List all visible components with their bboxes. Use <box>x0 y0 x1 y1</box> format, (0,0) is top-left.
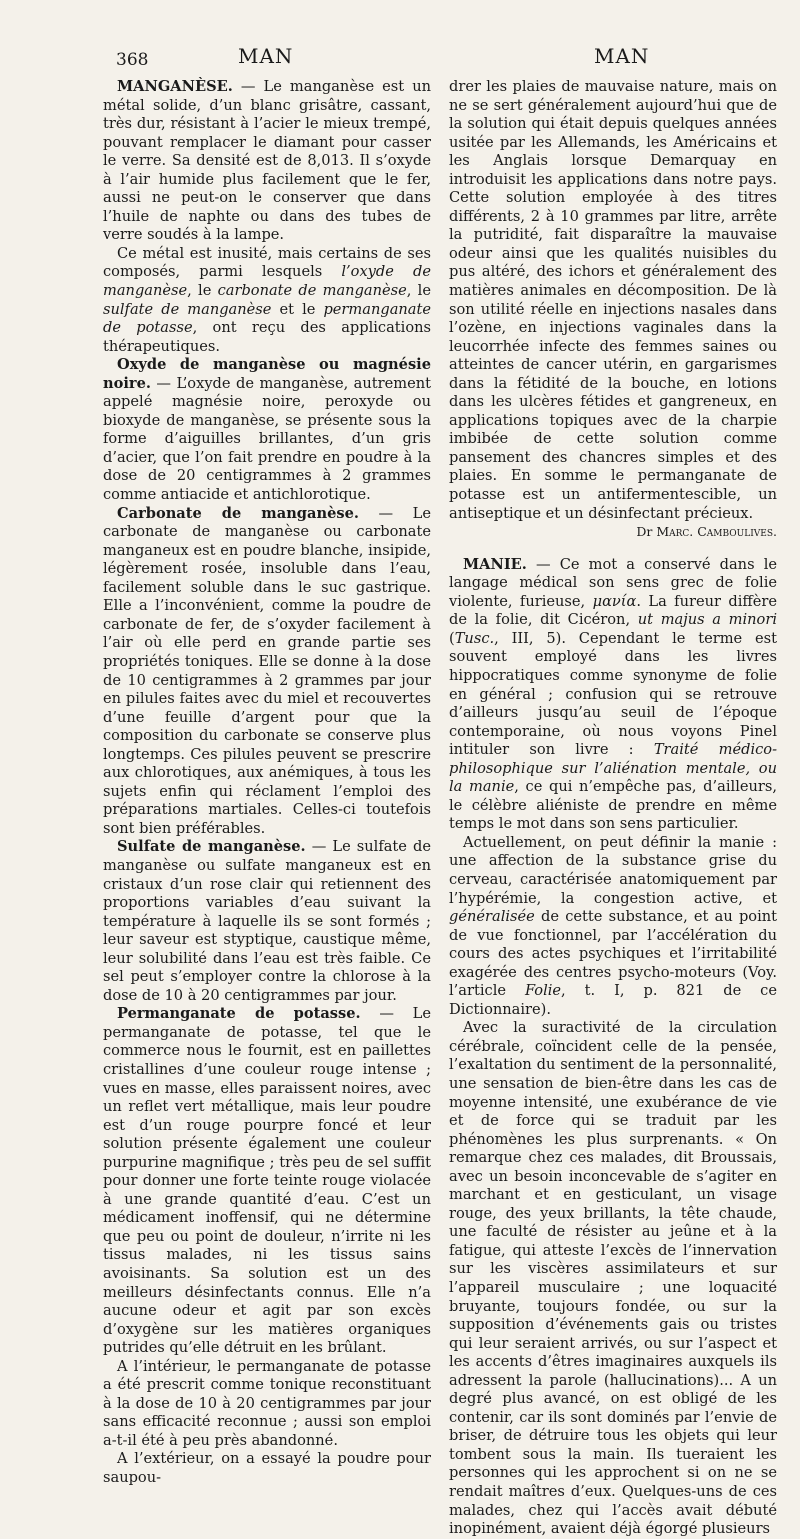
entry-sulfate <box>103 838 431 1005</box>
citation-tusc: Tusc. <box>454 629 495 647</box>
greek-word: μανία <box>592 592 637 610</box>
subheading-permanganate: Permanganate de potasse. <box>117 1005 361 1023</box>
right-column <box>449 78 777 1539</box>
suractivite-paragraph: Avec la suractivité de la circulation cérébrale, coïncident celle de la pensée, l’exaltation du sentiment de la personnalité, une sensation de bien-être dans les cas de moyenne intensité, une exubérance de vie et de force qui se traduit par les phénomènes les plus surprenants. « On remarque chez ces malades, dit Broussais, avec un besoin inconcevable de s’agiter en marchant et en gesticulant, un visage rouge, des yeux brillants, la tête chaude, une faculté de résister au jeûne et à la fatigue, qui atteste l’excès de l’innervation sur les viscères assimilateurs et sur l’appareil musculaire ; une loquacité bruyante, toujours fondée, ou sur la supposition d’événements gais ou tristes qui leur seraient arrivés, ou sur l’aspect et les accents d’êtres imaginaires auxquels ils adressent la parole (hallucinations)... A un degré plus avancé, on est obligé de les contenir, car ils sont dominés par l’envie de briser, de détruire tous les objets qui leur tombent sous la main. Ils tueraient les personnes qui les approchent si on ne se rendait maîtres d’eux. Quelques-uns de ces malades, chez qui l’accès avait débuté inopinément, avaient déjà égorgé plusieurs <box>449 1019 777 1538</box>
entry-manganese <box>103 78 431 245</box>
signature-name: Marc. Camboulives. <box>656 524 777 540</box>
running-head-left: MAN <box>238 44 294 68</box>
manie-text: , III, 5). Cependant le terme est souvent employé dans les livres hippocratiques comme synonyme de folie en général ; confusion qui se retrouve d’ailleurs jusqu’au seuil de l’époque contemporaine, où nous voyons Pinel intituler son livre : <box>449 629 777 759</box>
entry-permanganate <box>103 1005 431 1357</box>
page-header <box>0 40 800 70</box>
definition-paragraph <box>449 834 777 1019</box>
definition-text: de cette substance, et au point de vue fonctionnel, par l’accélération du cours des actes psychiques et l’irritabilité exagérée des centres psycho-moteurs (Voy. l’article <box>449 908 777 1000</box>
compounds-text: , le <box>187 282 218 300</box>
author-signature <box>449 523 777 542</box>
manie-text: , ce qui n’empêche pas, d’ailleurs, le célèbre aliéniste de prendre en même temps le mot dans son sens particulier. <box>449 778 777 833</box>
compound-carbonate: carbonate de manganèse <box>217 282 407 300</box>
subheading-carbonate: Carbonate de manganèse. <box>117 504 359 522</box>
subheading-oxyde: Oxyde de manganèse ou magnésie noire. <box>103 356 431 392</box>
article-ref-folie: Folie <box>524 982 562 1000</box>
exterior-use-paragraph: A l’extérieur, on a essayé la poudre pour saupou- <box>103 1450 431 1487</box>
compound-permanganate: permanganate de potasse <box>103 300 431 337</box>
entry-oxyde <box>103 356 431 504</box>
latin-quote: ut majus a minori <box>637 611 777 629</box>
book-title-pinel: Traité médico-philosophique sur l’aliénation mentale, ou la manie <box>449 741 778 796</box>
compounds-text: et le <box>271 300 324 318</box>
compounds-text: , ont reçu des applications thérapeutiques. <box>103 319 431 355</box>
headword-manie: MANIE. <box>463 555 527 573</box>
sulfate-text: — Le sulfate de manganèse ou sulfate manganeux est en cristaux d’un rose clair qui retiennent des proportions variables d’eau suivant la température à laquelle ils se sont formés ; leur saveur est styptique, caustique même, leur solubilité dans l’eau est très faible. Ce sel peut s’employer contre la chlorose à la dose de 10 à 20 centigrammes par jour. <box>103 838 431 1004</box>
running-head-right: MAN <box>594 44 650 68</box>
manie-text: ( <box>449 629 455 647</box>
entry-carbonate <box>103 505 431 839</box>
definition-text: , t. I, p. 821 de ce Dictionnaire). <box>449 982 777 1018</box>
definition-text: Actuellement, on peut définir la manie : une affection de la substance grise du cerveau, caractérisée anatomiquement par l’hypérémie, la congestion active, et <box>449 833 777 907</box>
subheading-sulfate: Sulfate de manganèse. <box>117 838 306 856</box>
compounds-paragraph <box>103 245 431 356</box>
compound-oxyde: l’oxyde de manganèse <box>103 263 431 300</box>
oxyde-text: — L’oxyde de manganèse, autrement appelé magnésie noire, peroxyde ou bioxyde de manganèse, se présente sous la forme d’aiguilles brillantes, d’un gris d’acier, que l’on fait prendre en poudre à la dose de 20 centigrammes à 2 grammes comme antiacide et antichlorotique. <box>103 374 431 504</box>
page-number: 368 <box>116 50 149 70</box>
carbonate-text: — Le carbonate de manganèse ou carbonate manganeux est en poudre blanche, insipide, légèrement rosée, insoluble dans l’eau, facilement soluble dans le suc gastrique. Elle a l’inconvénient, comme la poudre de carbonate de fer, de s’oxyder facilement à l’air où elle perd en grande partie ses propriétés toniques. Elle se donne à la dose de 10 centigrammes à 2 grammes par jour en pilules faites avec du miel et recouvertes d’une feuille d’argent pour que la composition du carbonate se conserve plus longtemps. Ces pilules peuvent se prescrire aux chlorotiques, aux anémiques, à tous les sujets enfin qui réclament l’emploi des préparations martiales. Celles-ci toutefois sont bien préférables. <box>103 504 432 837</box>
manie-text: . La fureur diffère de la folie, dit Cicéron, <box>449 592 777 629</box>
signature-title: Dr <box>636 524 657 540</box>
compound-sulfate: sulfate de manganèse <box>103 300 272 318</box>
emphasis-generalisee: généralisée <box>449 908 535 926</box>
left-column <box>103 78 431 1488</box>
headword-manganese: MANGANÈSE. <box>117 78 233 95</box>
compounds-text: , le <box>406 282 431 300</box>
permanganate-continuation: drer les plaies de mauvaise nature, mais on ne se sert généralement aujourd’hui que de la solution qui était depuis quelques années usitée par les Allemands, les Américains et les Anglais lorsque Demarquay en introduisit les applications dans notre pays. Cette solution employée à des titres différents, 2 à 10 grammes par litre, arrête la putridité, fait disparaître la mauvaise odeur ainsi que les qualités nuisibles du pus altéré, des ichors et généralement des matières animales en décomposition. De là son utilité réelle en injections nasales dans l’ozène, en injections vaginales dans la leucorrhée infecte des femmes saines ou atteintes de cancer utérin, en gargarismes dans la fétidité de la bouche, en lotions dans les ulcères fétides et gangreneux, en applications topiques avec de la charpie imbibée de cette solution comme pansement des chancres simples et des plaies. En somme le permanganate de potasse est un antifermentescible, un antiseptique et un désinfectant précieux. <box>449 78 777 522</box>
compounds-text: Ce métal est inusité, mais certains de ses composés, parmi lesquels <box>103 244 431 281</box>
manie-text: — Ce mot a conservé dans le langage médical son sens grec de folie violente, furieuse, <box>449 555 777 610</box>
permanganate-text: — Le permanganate de potasse, tel que le commerce nous le fournit, est en paillettes cristallines d’une couleur rouge intense ; vues en masse, elles paraissent noires, avec un reflet vert métallique, mais leur poudre est d’un rouge pourpre foncé et leur solution présente également une couleur purpurine magnifique ; très peu de sel suffit pour donner une forte teinte rouge violacée à une grande quantité d’eau. C’est un médicament inoffensif, qui ne détermine que peu ou point de douleur, n’irrite ni les tissus malades, ni les tissus sains avoisinants. Sa solution est un des meilleurs désinfectants connus. Elle n’a aucune odeur et agit par son excès d’oxygène sur les matières organiques putrides qu’elle détruit en les brûlant. <box>103 1005 432 1357</box>
manganese-definition: — Le manganèse est un métal solide, d’un blanc grisâtre, cassant, très dur, résistant à l’acier le mieux trempé, pouvant remplacer le diamant pour casser le verre. Sa densité est de 8,013. Il s’oxyde à l’air humide plus facilement que le fer, aussi ne peut-on le conserver que dans l’huile de naphte ou dans des tubes de verre soudés à la lampe. <box>103 78 431 244</box>
interior-use-paragraph: A l’intérieur, le permanganate de potasse a été prescrit comme tonique reconstituant à la dose de 10 à 20 centigrammes par jour sans efficacité reconnue ; aussi son emploi a-t-il été à peu près abandonné. <box>103 1357 431 1449</box>
entry-manie <box>449 556 777 834</box>
